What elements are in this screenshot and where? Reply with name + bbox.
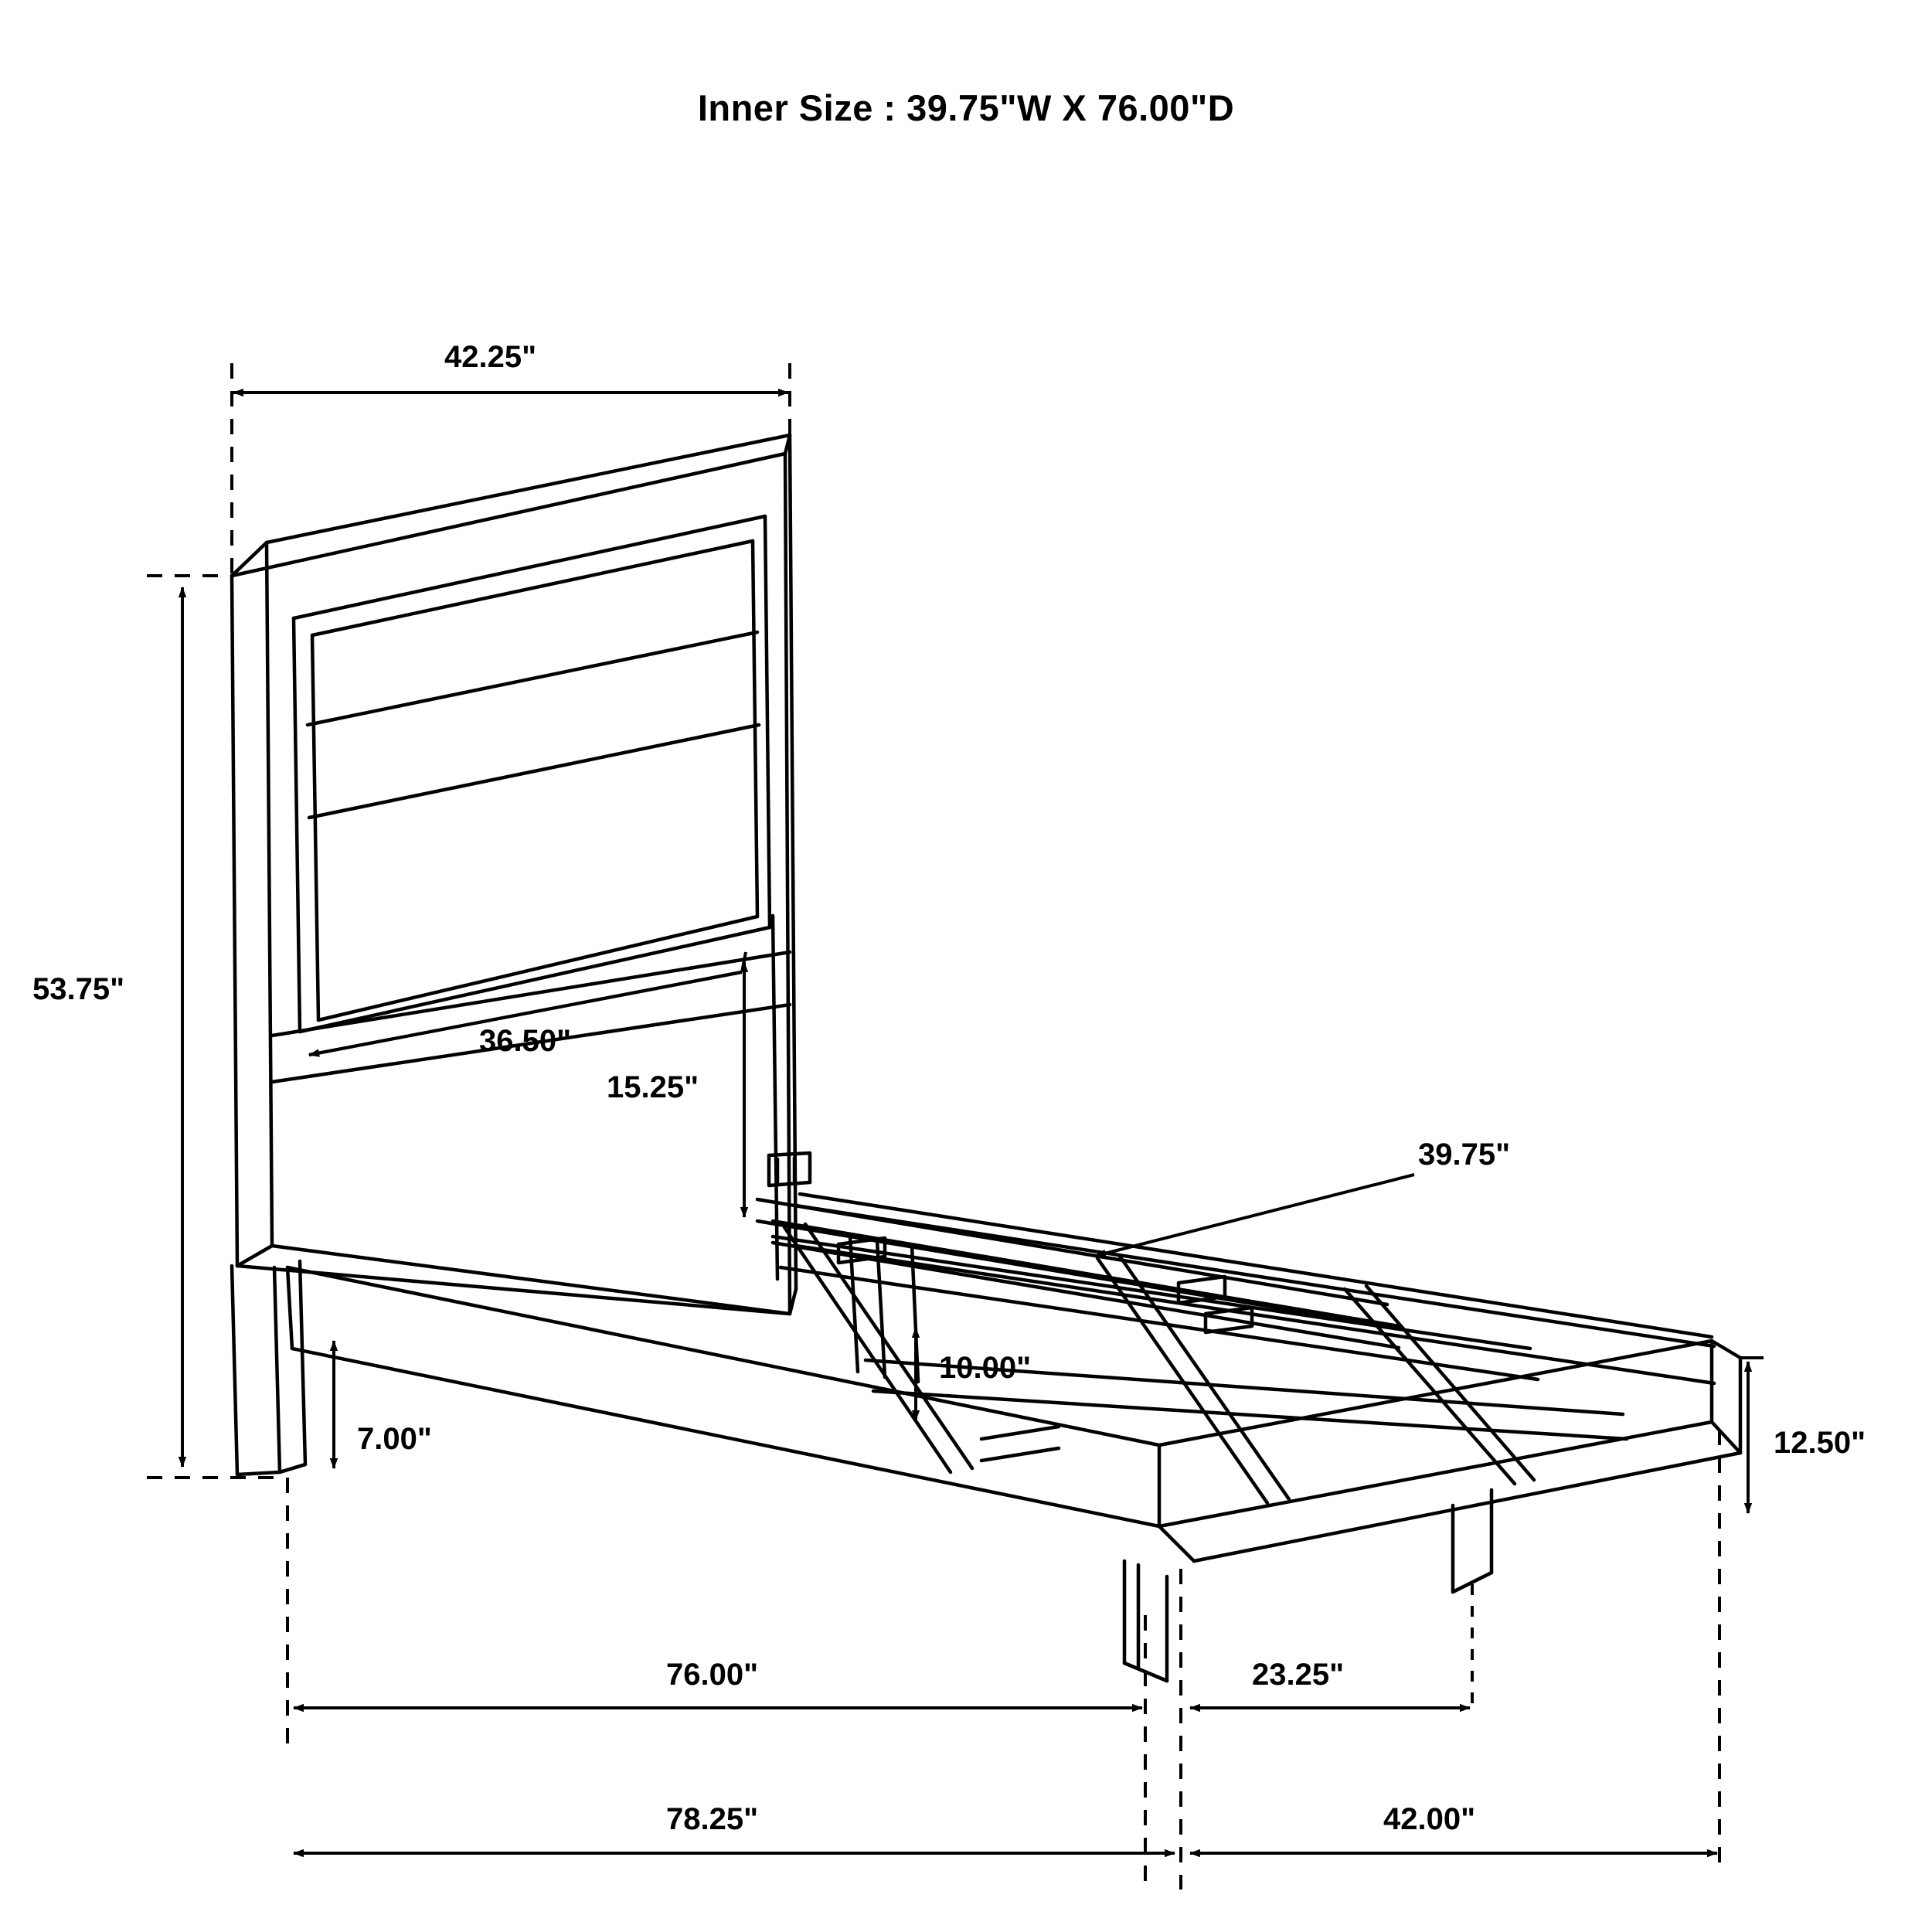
dimension-lines xyxy=(147,363,1764,1889)
dimension-label-footboard-width: 42.00" xyxy=(1383,1802,1476,1836)
dimension-label-overall-depth: 78.25" xyxy=(666,1802,759,1836)
dimension-label-headboard-panel-width: 36.50" xyxy=(479,1024,572,1058)
bed-outline xyxy=(232,435,1740,1681)
dimension-label-side-rail-height: 12.50" xyxy=(1774,1426,1866,1460)
dimension-label-inner-width: 39.75" xyxy=(1418,1138,1511,1172)
page-title: Inner Size : 39.75"W X 76.00"D xyxy=(697,87,1235,128)
dimension-label-headboard-clearance: 15.25" xyxy=(607,1070,699,1104)
dimension-label-rail-bottom-clearance: 7.00" xyxy=(357,1422,432,1456)
dimension-label-slat-height: 10.00" xyxy=(939,1351,1032,1385)
dimension-label-inner-depth: 76.00" xyxy=(666,1658,759,1692)
dimension-label-headboard-width: 42.25" xyxy=(444,340,537,374)
dimension-label-foot-offset: 23.25" xyxy=(1252,1658,1345,1692)
dimension-label-overall-height: 53.75" xyxy=(32,972,125,1006)
